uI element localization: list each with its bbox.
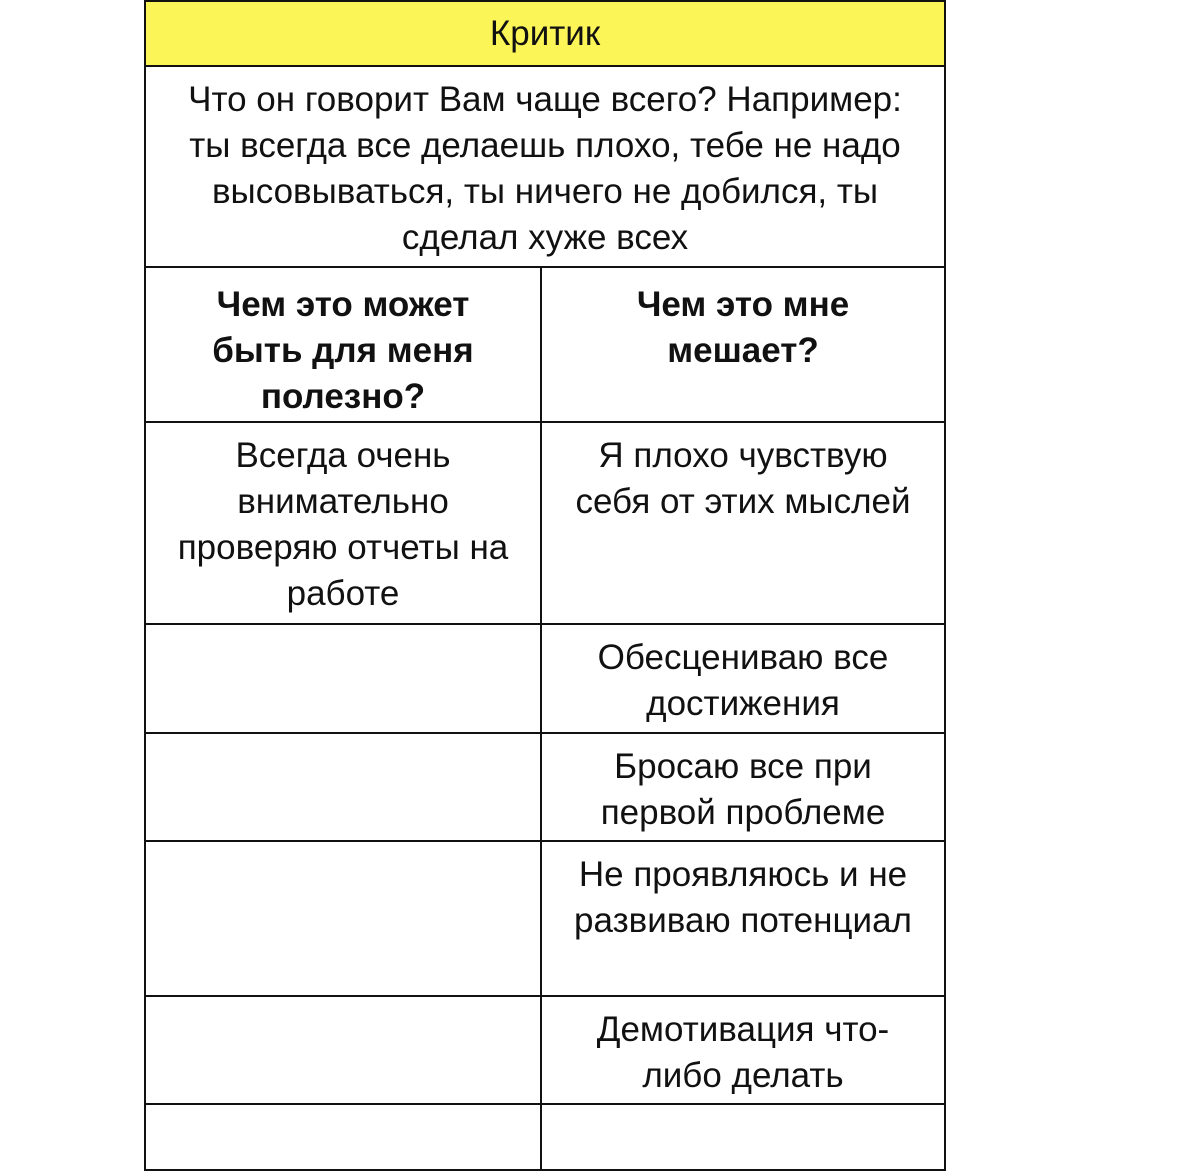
header-row	[144, 268, 946, 423]
cell-useful	[146, 625, 542, 732]
cell-hinders: Не проявляюсь и не развиваю потенциал	[574, 855, 912, 940]
header-hinders: Чем это мне мешает?	[636, 285, 850, 370]
table-row	[144, 625, 946, 734]
table-row	[144, 997, 946, 1105]
cell-useful	[146, 997, 542, 1103]
table-title: Критик	[144, 0, 946, 67]
cell-hinders	[542, 1105, 944, 1169]
cell-hinders: Я плохо чувствую себя от этих мыслей	[575, 436, 911, 521]
cell-useful: Всегда очень внимательно проверяю отчеты на работе	[146, 423, 542, 623]
table-row	[144, 734, 946, 842]
table-row	[144, 842, 946, 997]
cell-useful	[146, 842, 542, 995]
table-row	[144, 1105, 946, 1171]
cell-useful	[146, 1105, 542, 1169]
cell-hinders: Бросаю все при первой проблеме	[600, 747, 886, 832]
cell-hinders: Обесцениваю все достижения	[597, 638, 889, 723]
header-useful: Чем это может быть для меня полезно?	[146, 268, 542, 421]
prompt-text: Что он говорит Вам чаще всего? Например: ты всегда все делаешь плохо, тебе не надо высовываться, ты ничего не добился, ты сделал хуже всех	[144, 67, 946, 268]
cell-hinders: Демотивация что-либо делать	[596, 1010, 890, 1095]
table-row	[144, 423, 946, 625]
cell-useful	[146, 734, 542, 840]
